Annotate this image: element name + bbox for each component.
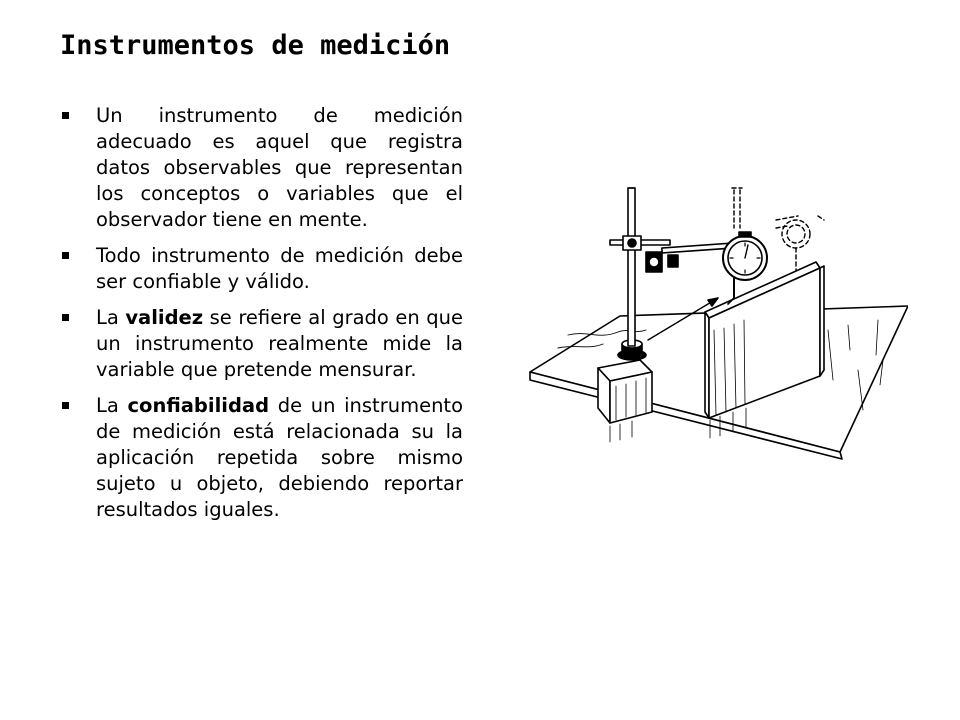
bullet-item-validity [60, 305, 463, 383]
slide-title: Instrumentos de medición [60, 30, 451, 61]
bullet-text: Un instrumento de medición adecuado es aquel que registra datos observables que representan los conceptos o variables que el observador tiene en mente. [96, 104, 463, 231]
bullet-text-before: La [96, 394, 128, 417]
bullet-text: Todo instrumento de medición debe ser confiable y válido. [96, 244, 463, 293]
bullet-term-reliability: confiabilidad [127, 394, 270, 417]
bullet-list [60, 103, 463, 533]
bullet-text-after: de un instrumento de medición está relacionada su la aplicación repetida sobre mismo sujeto u objeto, debiendo reportar resultados iguales. [96, 394, 463, 521]
bullet-item-instrument-definition [60, 103, 463, 233]
square-bullet-icon [62, 112, 69, 119]
bullet-text-before: La [96, 306, 126, 329]
bullet-term-validity: validez [125, 306, 204, 329]
bullet-item-reliability [60, 393, 463, 523]
bullet-item-reliable-valid [60, 243, 463, 295]
square-bullet-icon [62, 314, 69, 321]
bullet-text [96, 306, 463, 381]
bullet-text [96, 394, 463, 521]
dial-indicator-on-magnetic-stand-icon [528, 180, 908, 460]
square-bullet-icon [62, 402, 69, 409]
bullet-text-after: se refiere al grado en que un instrumento realmente mide la variable que pretende mensurar. [96, 306, 463, 381]
vertical-post [628, 188, 635, 346]
square-bullet-icon [62, 252, 69, 259]
